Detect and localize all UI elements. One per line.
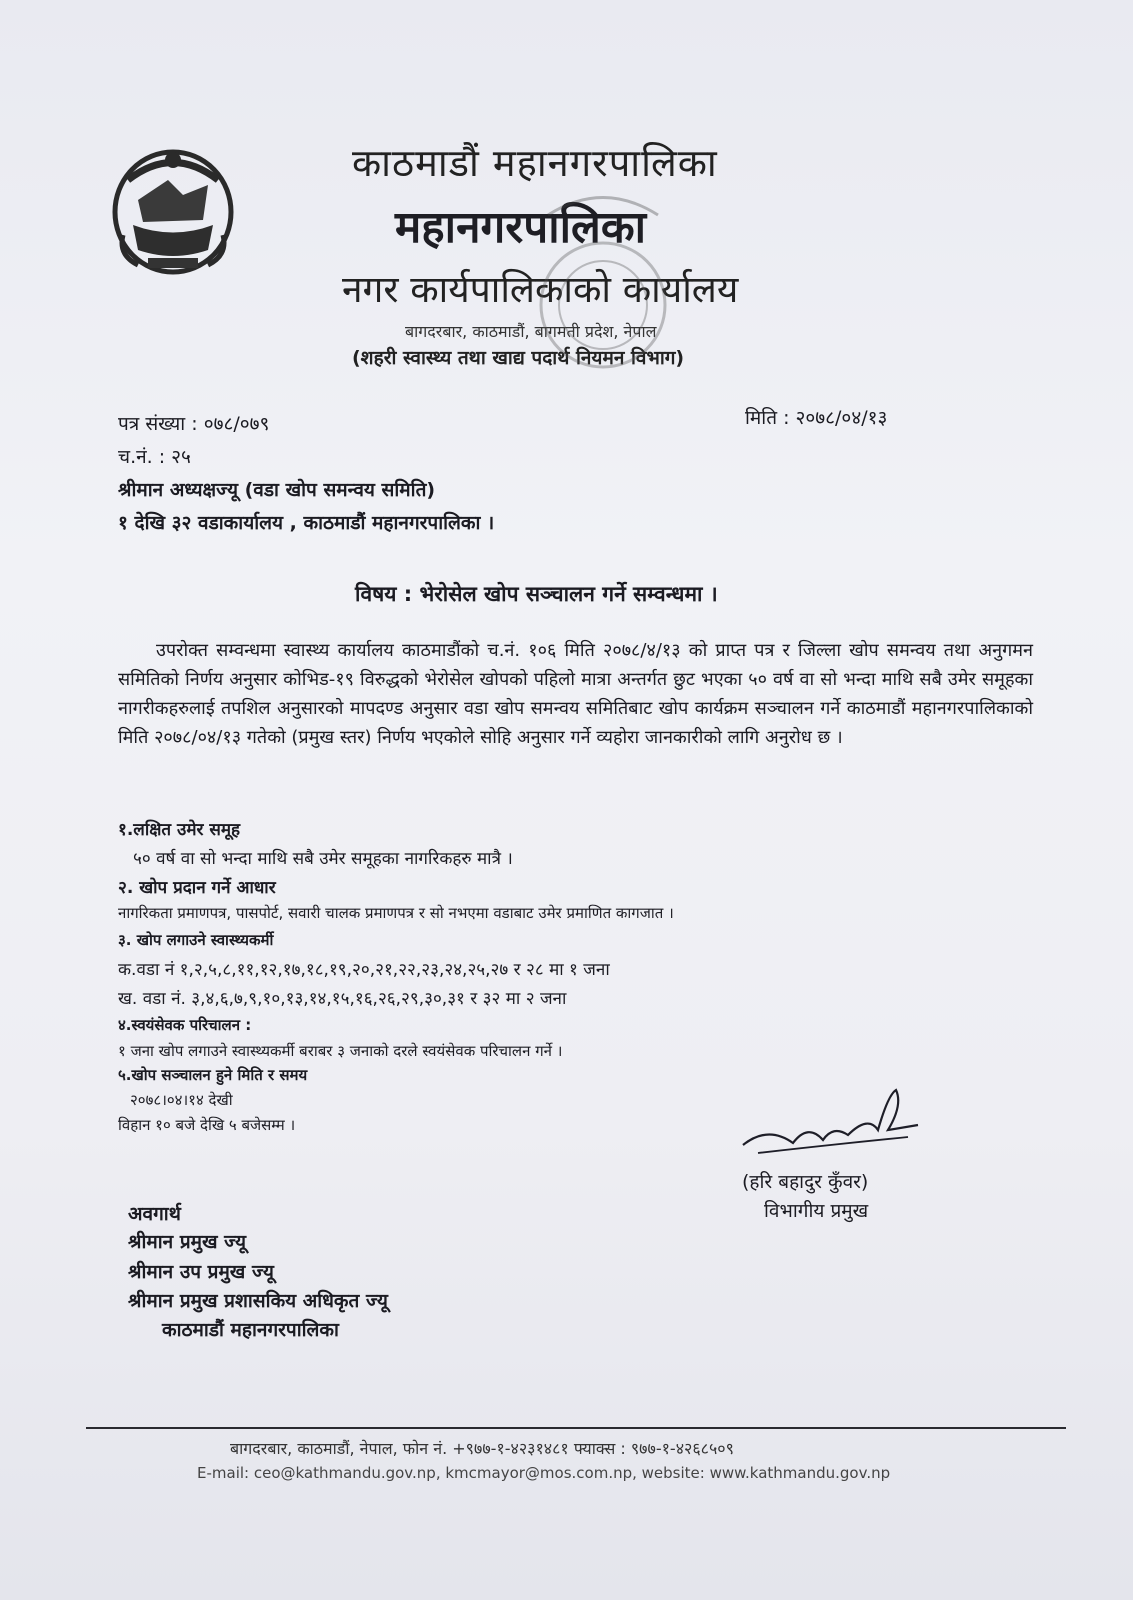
letter-subject: विषय : भेरोसेल खोप सञ्चालन गर्ने सम्वन्धमा । [355, 582, 718, 606]
signatory-title: विभागीय प्रमुख [764, 1200, 869, 1222]
section-2-text: नागरिकता प्रमाणपत्र, पासपोर्ट, सवारी चालक प्रमाणपत्र र सो नभएमा वडाबाट उमेर प्रमाणित कागजात । [118, 904, 674, 922]
signatory-name: (हरि बहादुर कुँवर) [742, 1171, 869, 1193]
footer-web: E-mail: ceo@kathmandu.gov.np, kmcmayor@mos.com.np, website: www.kathmandu.gov.np [197, 1464, 891, 1482]
cc-item: काठमाडौं महानगरपालिका [162, 1319, 339, 1341]
section-5-heading: ५.खोप सञ्चालन हुने मिति र समय [118, 1066, 308, 1084]
addressee-line-2: १ देखि ३२ वडाकार्यालय , काठमाडौं महानगरपालिका । [118, 512, 495, 534]
section-5-time: विहान १० बजे देखि ५ बजेसम्म । [118, 1116, 296, 1134]
section-4-heading: ४.स्वयंसेवक परिचालन : [118, 1016, 252, 1034]
section-2-heading: २. खोप प्रदान गर्ने आधार [118, 878, 276, 898]
letterhead-address: बागदरबार, काठमाडौं, बागमती प्रदेश, नेपाल [405, 322, 657, 341]
letterhead-department: (शहरी स्वास्थ्य तथा खाद्य पदार्थ नियमन विभाग) [352, 347, 685, 369]
letter-date: मिति : २०७८/०४/१३ [745, 407, 888, 429]
office-stamp [528, 185, 678, 380]
cc-item: श्रीमान प्रमुख ज्यू [128, 1231, 247, 1253]
cc-item: श्रीमान उप प्रमुख ज्यू [128, 1261, 274, 1283]
footer-contact: बागदरबार, काठमाडौं, नेपाल, फोन नं. +९७७-१-४२३१४८१ फ्याक्स : ९७७-१-४२६८५०९ [230, 1439, 734, 1458]
section-3-heading: ३. खोप लगाउने स्वास्थ्यकर्मी [118, 931, 274, 949]
cc-item: श्रीमान प्रमुख प्रशासकिय अधिकृत ज्यू [128, 1290, 388, 1312]
addressee-line-1: श्रीमान अध्यक्षज्यू (वडा खोप समन्वय समिति) [118, 479, 436, 501]
dispatch-number: च.नं. : २५ [118, 446, 191, 468]
letter-body [118, 636, 1033, 752]
section-1-heading: १.लक्षित उमेर समूह [118, 820, 241, 840]
section-5-date: २०७८।०४।१४ देखी [130, 1091, 233, 1109]
section-3-line-b: ख. वडा नं. ३,४,६,७,९,१०,१३,१४,१५,१६,२६,२९,३०,३१ र ३२ मा २ जना [118, 989, 567, 1009]
nepal-emblem-icon [108, 140, 238, 278]
section-4-text: १ जना खोप लगाउने स्वास्थ्यकर्मी बराबर ३ जनाको दरले स्वयंसेवक परिचालन गर्ने । [118, 1042, 563, 1060]
section-1-text: ५० वर्ष वा सो भन्दा माथि सबै उमेर समूहका नागरिकहरु मात्रै । [133, 849, 513, 869]
signature [738, 1085, 923, 1165]
letterhead-subtitle: महानगरपालिका [395, 202, 647, 253]
letterhead-title: काठमाडौं महानगरपालिका [352, 141, 718, 185]
cc-heading: अवगार्थ [128, 1203, 181, 1225]
reference-number: पत्र संख्या : ०७८/०७९ [118, 413, 270, 435]
footer-divider [86, 1427, 1066, 1429]
body-paragraph: उपरोक्त सम्वन्धमा स्वास्थ्य कार्यालय काठमाडौंको च.नं. १०६ मिति २०७८/४/१३ को प्राप्त पत्र र जिल्ला खोप समन्वय तथा अनुगमन समितिको निर्णय अनुसार कोभिड-१९ विरुद्धको भेरोसेल खोपको पहिलो मात्रा अन्तर्गत छुट भएका ५० वर्ष वा सो भन्दा माथि सबै उमेर समूहका नागरीकहरुलाई तपशिल अनुसारको मापदण्ड अनुसार वडा खोप समन्वय समितिबाट खोप कार्यक्रम सञ्चालन गर्ने काठमाडौं महानगरपालिकाको मिति २०७८/०४/१३ गतेको (प्रमुख स्तर) निर्णय भएकोले सोहि अनुसार गर्ने व्यहोरा जानकारीको लागि अनुरोध छ । [118, 640, 1033, 748]
letterhead-office: नगर कार्यपालिकाको कार्यालय [342, 268, 739, 311]
section-3-line-a: क.वडा नं १,२,५,८,११,१२,१७,१८,१९,२०,२१,२२,२३,२४,२५,२७ र २८ मा १ जना [118, 960, 610, 980]
